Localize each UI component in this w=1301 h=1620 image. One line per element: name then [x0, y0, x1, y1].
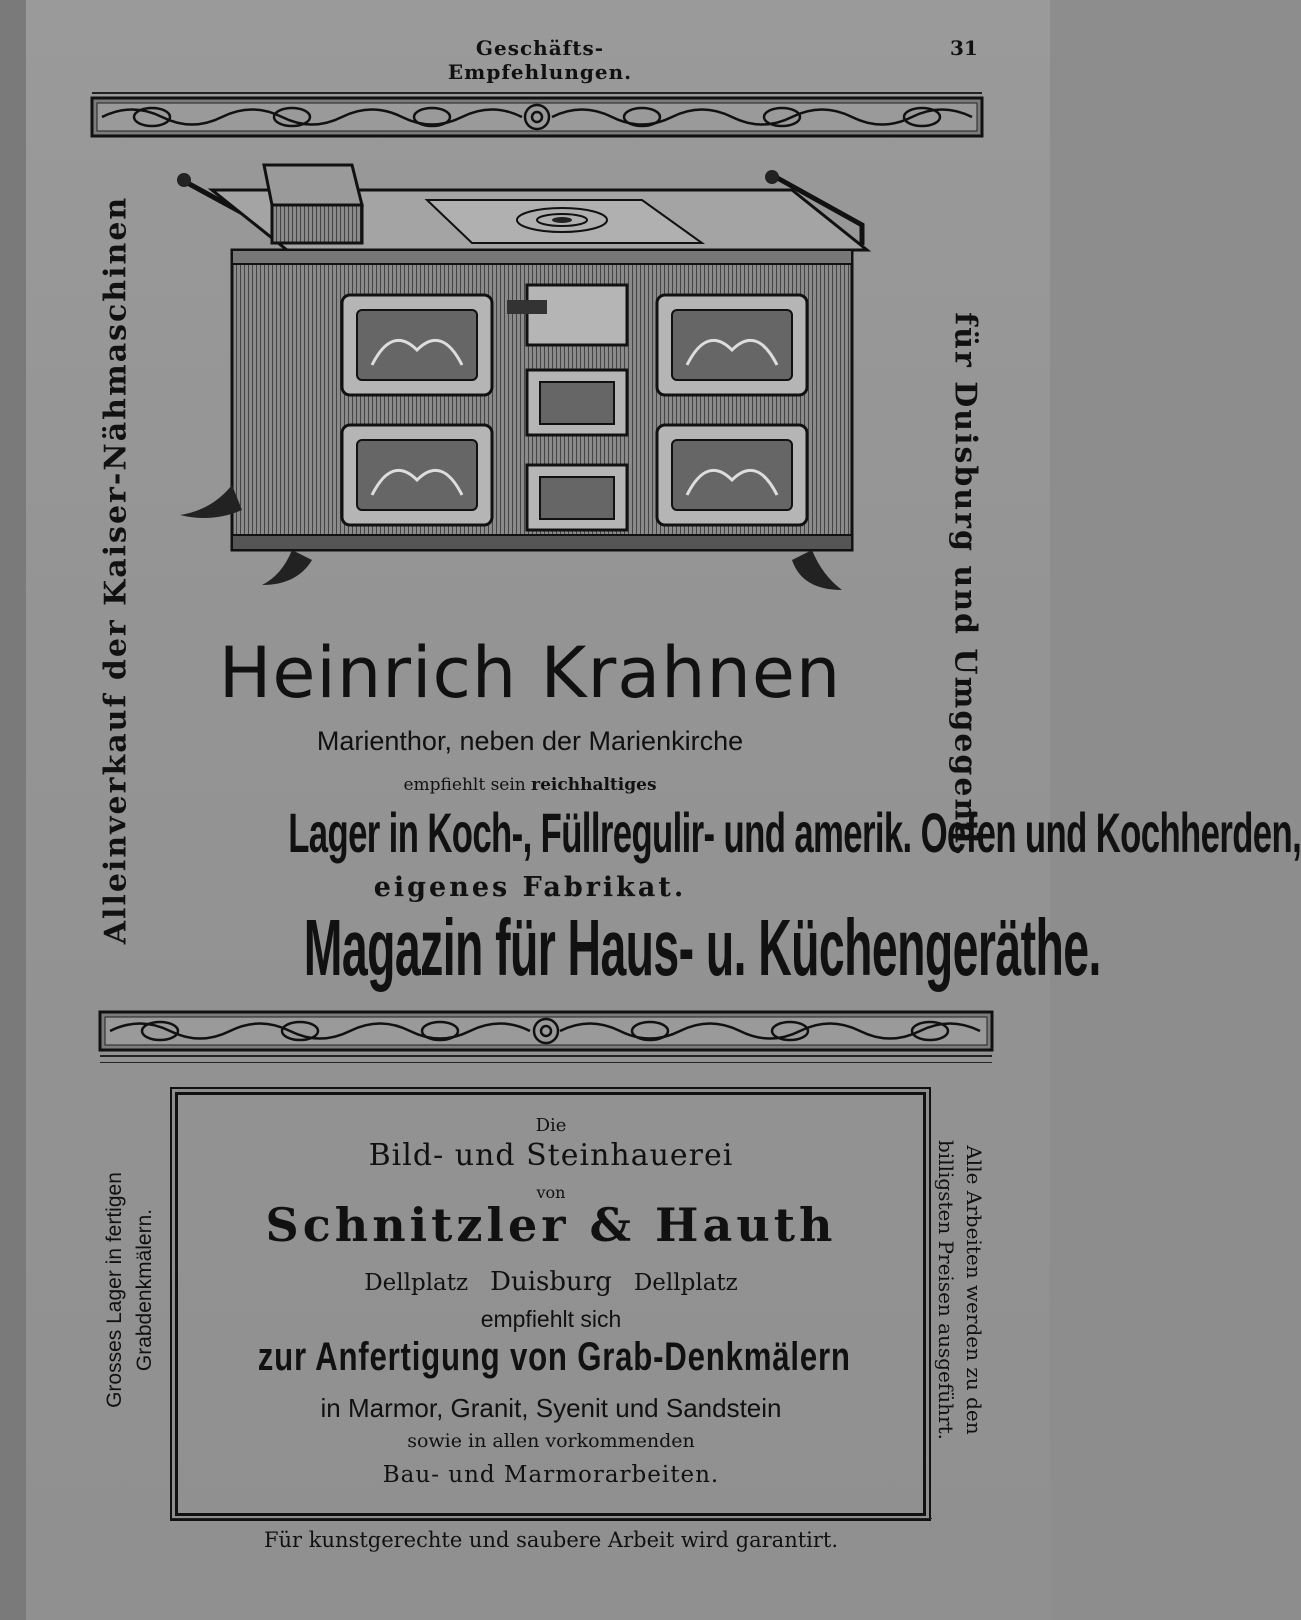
side-text-left-top: Alleinverkauf der Kaiser-Nähmaschinen: [98, 195, 134, 945]
top-rule: [92, 92, 982, 94]
location-line: [175, 1267, 927, 1297]
decorative-border-bottom: [100, 1012, 992, 1050]
guarantee-line: Für kunstgerechte und saubere Arbeit wird garantirt.: [263, 1528, 839, 1552]
firm-name: Schnitzler & Hauth: [265, 1198, 837, 1252]
materials-line: in Marmor, Granit, Syenit und Sandstein: [320, 1393, 782, 1423]
page-edge: [0, 0, 26, 1620]
business-type: Bild- und Steinhauerei: [368, 1138, 734, 1173]
side-text-right-bottom: [932, 1140, 988, 1440]
mid-rule-1: [100, 1055, 992, 1057]
recommends-line: [140, 775, 920, 795]
die-line: Die: [535, 1115, 567, 1136]
magazine-line: Magazin für Haus- u. Küchengeräthe.: [303, 903, 1101, 992]
side-left-line-1: Grosses Lager in fertigen: [103, 1172, 126, 1408]
other-works-line: sowie in allen vorkommenden: [407, 1430, 695, 1452]
recommends-bold: reichhaltiges: [531, 775, 657, 795]
offers-line: empfiehlt sich: [480, 1306, 622, 1332]
street-left: Dellplatz: [364, 1270, 469, 1296]
page-number: 31: [950, 36, 978, 60]
side-left-line-2: Grabdenkmälern.: [133, 1208, 156, 1372]
city-name: Duisburg: [490, 1267, 612, 1297]
works-line: Bau- und Marmorarbeiten.: [382, 1462, 720, 1488]
mid-rule-2: [100, 1062, 992, 1063]
stock-line: Lager in Koch-, Füllregulir- und amerik. Oefen und Kochherden,: [288, 801, 1301, 864]
company-address: Marienthor, neben der Marienkirche: [316, 726, 744, 756]
kitchen-stove-illustration: [172, 165, 912, 625]
fabrication-line: zur Anfertigung von Grab-Denkmälern: [257, 1335, 851, 1379]
side-text-left-bottom: [100, 1172, 160, 1408]
decorative-border-top: [92, 98, 982, 136]
bottom-rule: [172, 1518, 932, 1519]
street-right: Dellplatz: [633, 1270, 738, 1296]
side-right-line-1: Alle Arbeiten werden zu den: [962, 1145, 986, 1435]
running-head: Geschäfts-Empfehlungen.: [447, 36, 633, 84]
recommends-plain: empfiehlt sein: [403, 775, 526, 795]
side-text-right-top: für Duisburg und Umgegend.: [947, 312, 983, 858]
own-make-line: eigenes Fabrikat.: [373, 872, 687, 903]
side-right-line-2: billigsten Preisen ausgeführt.: [934, 1140, 958, 1440]
von-line: von: [536, 1183, 566, 1202]
company-name: Heinrich Krahnen: [218, 632, 842, 714]
